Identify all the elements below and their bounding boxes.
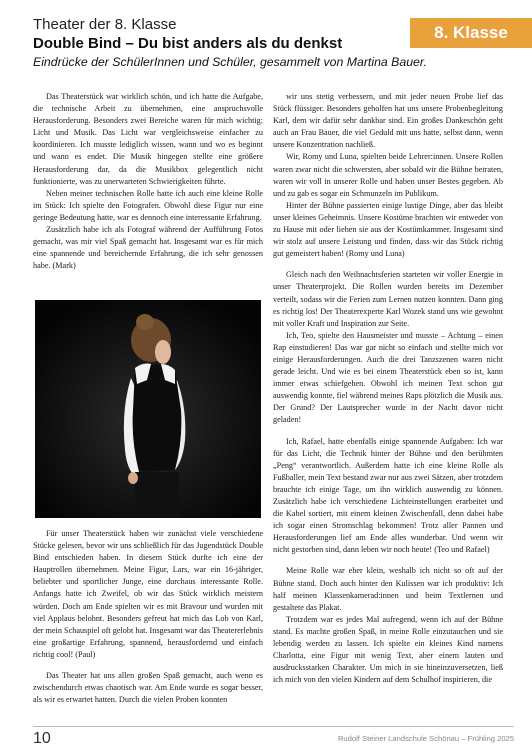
paragraph: Ich, Rafael, hatte ebenfalls einige spannende Aufgaben: Ich war für das Licht, die Technik hinter der Bühne und den berühmten „Peng“ verantwortlich. Außerdem hatte ich eine kleine Rolle als Fußballer, mein Text bestand zwar nur aus zwei Sätzen, aber trotzdem brauchte ich einige Tage, um ihn wirklich auswendig zu können. Zusätzlich habe ich verschiedene Lichteinstellungen erarbeitet und die Kabel sortiert, mit einem kleinen Zwischenfall, denn dabei habe ich sogar einen Stromschlag bekommen! Trotz aller Pannen und Herausforderungen lief am Ende alles wunderbar. Und wenn wir nicht gestorben sind, dann leben wir noch heute! (Teo und Rafael) [273,436,503,555]
article-title: Double Bind – Du bist anders als du denkst [33,35,343,52]
left-column-lower [33,528,263,706]
publication-name: Rudolf Steiner Landschule Schönau – Frühling 2025 [337,734,514,743]
paragraph: Gleich nach den Weihnachtsferien starteten wir voller Energie in unser Theaterprojekt. Die Rollen wurden bereits im Dezember verteilt, sodass wir die Ferien zum Lernen nutzen konnten. Dann ging es richtig los! Der Theaterexperte Karl Wozek stand uns wie gewohnt mit voller Kraft und Inspiration zur Seite. [273,270,503,328]
page-number: 10 [33,730,51,747]
footer-divider [33,726,514,727]
right-column [273,91,503,686]
class-badge: 8. Klasse [410,18,532,48]
paragraph: Für unser Theaterstück haben wir zunächst viele verschiedene Stücke gelesen, bevor wir uns schließlich für das Jugendstück Double Bind entschieden haben. In diesem Stück durfte ich eine der Hauptrollen übernehmen. Meine Figur, Lars, war ein 16-jähriger, beliebter und sportlicher Junge, eine durchaus interessante Rolle. Anfangs hatte ich Zweifel, ob wir das Stück wirklich meistern würden. Doch am Ende spielten wir es mit Bravour und wurden mit viel Applaus belohnt. Besonders gefreut hat mich das Lob von Karl, der mein Schauspiel oft gelobt hat. Insgesamt war das Theatererlebnis eine großartige Erfahrung, spannend, herausfordernd und einfach richtig cool! (Paul) [33,529,263,659]
stage-photo [35,300,261,518]
actor-illustration [35,300,261,518]
paragraph: Wir, Romy und Luna, spielten beide Lehrer:innen. Unsere Rollen waren zwar nicht die schwersten, aber sobald wir die Bühne betraten, waren wir voll in unserer Rolle und haben unser Bestes gegeben. Ab und zu gab es sogar ein Schmunzeln im Publikum. [273,152,503,198]
paragraph: Zusätzlich habe ich als Fotograf während der Aufführung Fotos gemacht, was mir viel Spaß gemacht hat. Insgesamt war es für mich eine spannende und bereichernde Erfahrung, die ich sehr genossen habe. (Mark) [33,225,263,271]
kicker: Theater der 8. Klasse [33,16,177,33]
paragraph: Ich, Teo, spielte den Hausmeister und musste – Achtung – einen Rap einstudieren! Das war gar nicht so einfach und stellte mich vor einige Herausforderungen. Auch die drei Tanzszenen waren nicht gerade leicht. Und wie es bei einem Theaterstück eben so ist, kann immer etwas schiefgehen. Obwohl ich meinen Text schon gut auswendig konnte, fiel während meines Raps plötzlich die Musik aus. Der Grund? Der Lautsprecher wurde in der Nacht davor nicht geladen! [273,330,503,425]
paragraph: Das Theaterstück war wirklich schön, und ich hatte die Aufgabe, die technische Arbeit zu übernehmen, eine anspruchsvolle Herausforderung. Besonders zwei Bereiche waren für mich wichtig: Licht und Musik. Das Licht war vergleichsweise einfacher zu koordinieren. Ich musste lediglich wissen, wann und wo es beginnt und wann es endet. Die Musik hingegen stellte eine größere Herausforderung dar, da die Musikbox gelegentlich nicht funktionierte, was zu unerwarteten Schwierigkeiten führte. [33,92,263,186]
article-subtitle: Eindrücke der SchülerInnen und Schüler, gesammelt von Martina Bauer. [33,55,427,69]
page-footer [0,726,532,753]
paragraph: Hinter der Bühne passierten einige lustige Dinge, aber das bleibt unser kleines Geheimnis. Unsere Kostüme brachten wir entweder von zu Hause mit oder liehen sie aus der Kostümkammer. Insgesamt sind wir stolz auf unsere Leistung und finden, dass wir das Stück richtig gut gemeistert haben! (Romy und Luna) [273,200,503,259]
paragraph: Neben meiner technischen Rolle hatte ich auch eine kleine Rolle im Stück: Ich spielte den Fotografen. Obwohl diese Figur nur eine geringe Bedeutung hatte, war es dennoch eine interessante Erfahrung. [33,188,263,222]
paragraph: wir uns stetig verbessern, und mit jeder neuen Probe lief das Stück flüssiger. Besonders geholfen hat uns unsere Probenbegleitung Karl, dem wir dafür sehr dankbar sind. Ein großes Dankeschön geht auch an Frau Bauer, die viel Geduld mit uns hatte, selbst dann, wenn unsere Konzentration nachließ. [273,92,503,150]
paragraph: Trotzdem war es jedes Mal aufregend, wenn ich auf der Bühne stand. Es machte großen Spaß, in meine Rolle einzutauchen und sie lebendig werden zu lassen. Ich spielte ein kleines Kind namens Charlotta, eine Figur mit wenig Text, aber einem lauten und ausdrucksstarken Charakter. Um mich in sie hineinzuversetzen, ließ ich mich von den vielen Kindern auf dem Schulhof inspirieren, die [273,614,503,685]
paragraph: Meine Rolle war eher klein, weshalb ich nicht so oft auf der Bühne stand. Doch auch hinter den Kulissen war ich produktiv: Ich half meinen Klassenkamerad:innen und beim Textlernen und gestaltete das Plakat. [273,566,503,612]
paragraph: Das Theater hat uns allen großen Spaß gemacht, auch wenn es zwischendurch etwas chaotisch war. Am Ende wurde es sogar besser, als wir es erwartet hatten. Durch die vielen Proben konnten [33,671,263,705]
